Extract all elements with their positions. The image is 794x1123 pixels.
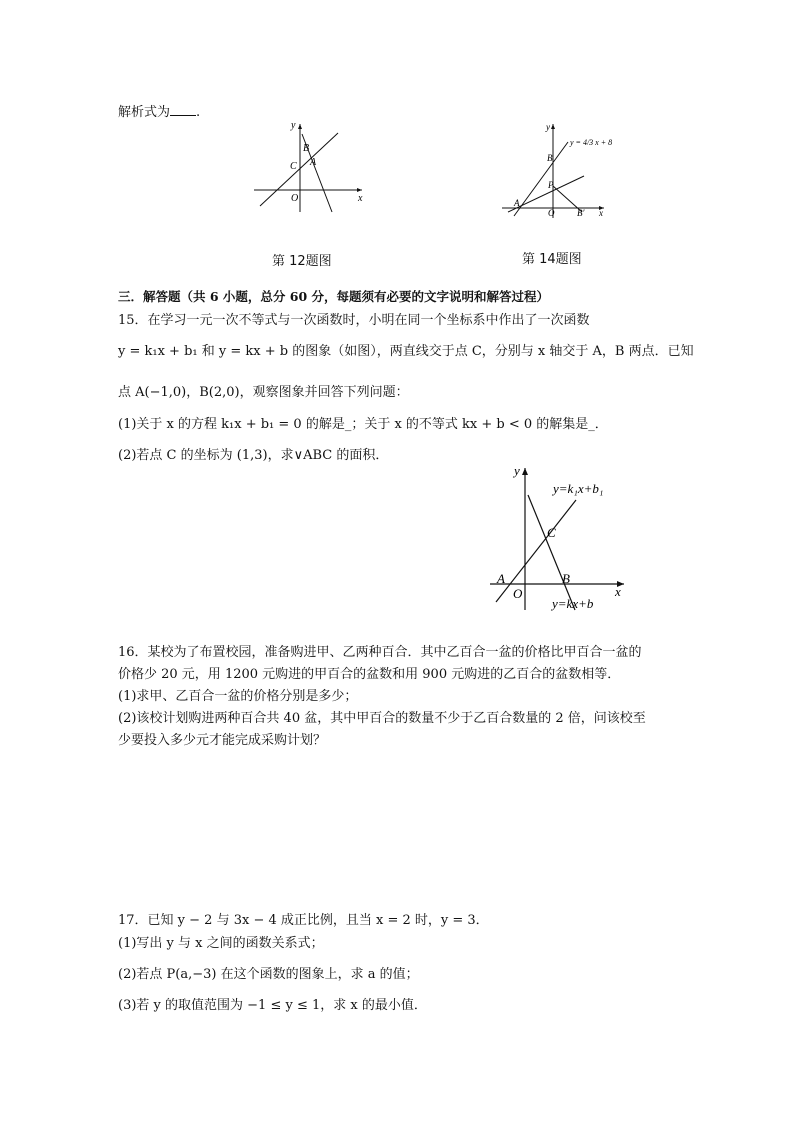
fig12-label-c: C: [290, 161, 297, 172]
q15-fig-y: y: [514, 463, 520, 478]
answer-blank: [170, 104, 196, 116]
q15-fig-x: x: [615, 584, 621, 599]
q15-fig-b: B: [562, 571, 570, 586]
q15-line2: y = k₁x + b₁ 和 y = kx + b 的图象（如图），两直线交于点 C，分别与 x 轴交于 A，B 两点．已知: [118, 344, 694, 359]
fig12-label-a: A: [310, 157, 317, 168]
fig14-label-bp: B′: [577, 208, 585, 218]
figure-14: [498, 118, 618, 222]
fig12-label-o: O: [291, 193, 299, 204]
top-line-text: 解析式为: [118, 105, 171, 120]
q17-sub3: (3)若 y 的取值范围为 −1 ≤ y ≤ 1，求 x 的最小值．: [118, 998, 427, 1013]
q15-fig-line1-label: y=k₁x+b₁: [553, 481, 604, 496]
top-line: [118, 101, 200, 120]
fig12-label-y: y: [291, 120, 296, 131]
q15-fig-a: A: [497, 571, 505, 586]
q15-sub2: (2)若点 C 的坐标为 (1,3)，求∨ABC 的面积．: [118, 448, 389, 463]
figure-12: [250, 118, 370, 214]
q16-sub2: (2)该校计划购进两种百合共 40 盆，其中甲百合的数量不少于乙百合数量的 2 倍，问该校至: [118, 711, 646, 726]
fig14-label-o: O: [548, 208, 555, 218]
fig14-label-x: x: [599, 208, 603, 218]
q15-sub1: (1)关于 x 的方程 k₁x + b₁ = 0 的解是_；关于 x 的不等式 kx + b < 0 的解集是_．: [118, 417, 608, 432]
q17-sub1: (1)写出 y 与 x 之间的函数关系式；: [118, 936, 324, 951]
top-line-end: .: [196, 105, 201, 120]
q15-figure: [478, 460, 638, 612]
q16-sub2b: 少要投入多少元才能完成采购计划？: [118, 733, 327, 748]
q17-sub2: (2)若点 P(a,−3) 在这个函数的图象上，求 a 的值；: [118, 967, 419, 982]
q15-fig-c: C: [547, 525, 556, 540]
q17-line1: 17．已知 y − 2 与 3x − 4 成正比例，且当 x = 2 时，y = 3．: [118, 913, 489, 928]
q15-line1: 15．在学习一元一次不等式与一次函数时，小明在同一个坐标系中作出了一次函数: [118, 313, 590, 328]
fig14-caption: 第 14题图: [522, 252, 582, 267]
fig14-label-eq: y = 4/3 x + 8: [570, 138, 613, 147]
fig12-caption: 第 12题图: [272, 254, 332, 269]
fig14-label-p: P: [548, 180, 554, 190]
fig14-label-y: y: [546, 122, 550, 132]
fig14-label-a: A: [514, 198, 520, 208]
fig14-label-b: B: [547, 153, 553, 163]
q16-line2: 价格少 20 元，用 1200 元购进的甲百合的盆数和用 900 元购进的乙百合的盆数相等．: [118, 667, 621, 682]
q16-line1: 16．某校为了布置校园，准备购进甲、乙两种百合．其中乙百合一盆的价格比甲百合一盆的: [118, 645, 642, 660]
fig12-label-b: B: [303, 143, 310, 154]
q15-line3: 点 A(−1,0)，B(2,0)，观察图象并回答下列问题：: [118, 385, 409, 400]
q15-fig-o: O: [513, 586, 523, 601]
fig12-label-x: x: [358, 193, 363, 204]
section-3-title: 三．解答题（共 6 小题，总分 60 分，每题须有必要的文字说明和解答过程）: [118, 289, 550, 304]
q15-fig-line2-label: y=kx+b: [552, 596, 594, 611]
q16-sub1: (1)求甲、乙百合一盆的价格分别是多少；: [118, 689, 358, 704]
